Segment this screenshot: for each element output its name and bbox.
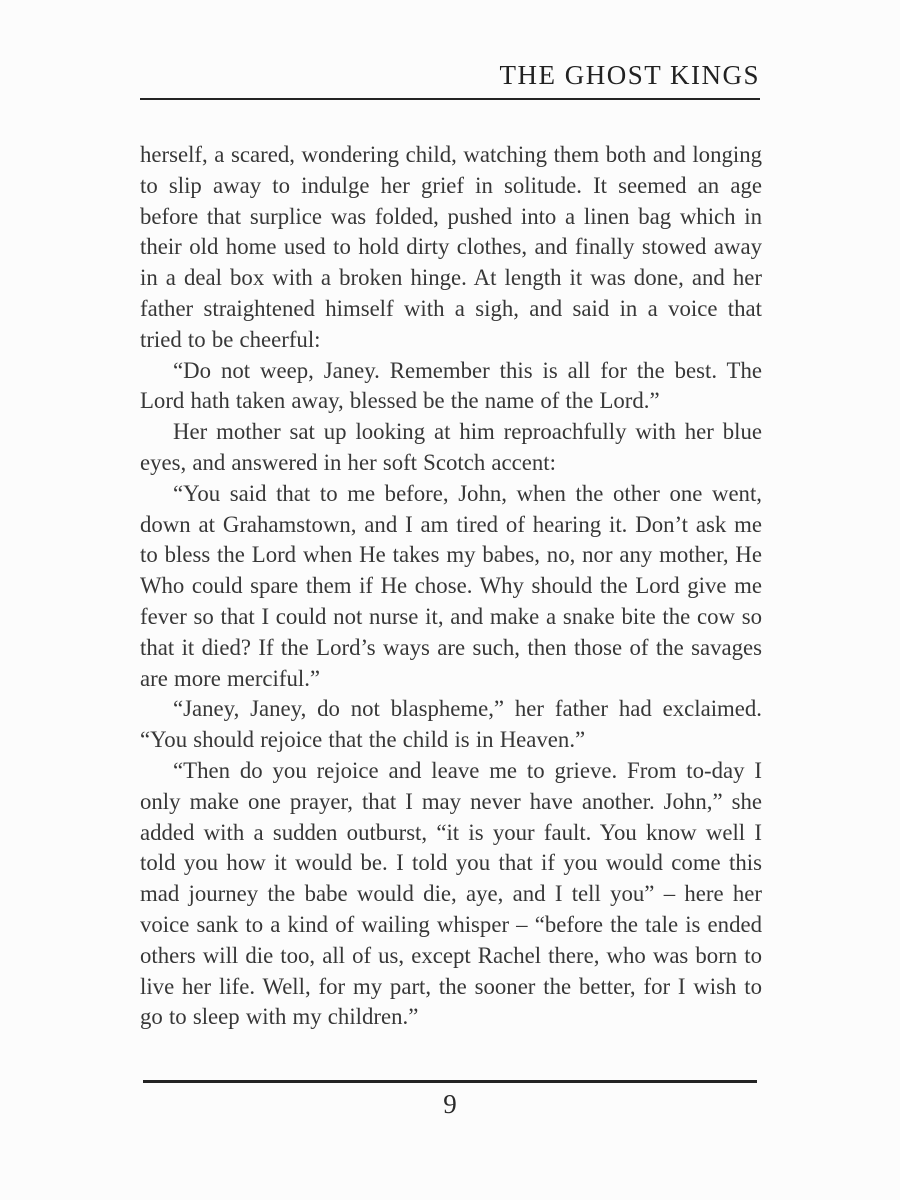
page-header: [140, 0, 760, 100]
paragraph: “You said that to me before, John, when the other one went, down at Grahamstown, and I am tired of hearing it. Don’t ask me to bless the Lord when He takes my babes, no, nor any mother, He Who could spare them if He chose. Why should the Lord give me fever so that I could not nurse it, and make a snake bite the cow so that it died? If the Lord’s ways are such, then those of the savages are more merciful.”: [140, 480, 762, 691]
paragraph: “Janey, Janey, do not blaspheme,” her father had exclaimed. “You should rejoice that the child is in Heaven.”: [140, 696, 762, 753]
paragraph: “Then do you rejoice and leave me to grieve. From to-day I only make one prayer, that I may never have another. John,” she added with a sudden outburst, “it is your fault. You know well I told you how it would be. I told you that if you would come this mad journey the babe would die, aye, and I tell you” – here her voice sank to a kind of wailing whisper – “before the tale is ended others will die too, all of us, except Rachel there, who was born to live her life. Well, for my part, the sooner the better, for I wish to go to sleep with my children.”: [140, 757, 762, 1030]
paragraph: herself, a scared, wondering child, watching them both and longing to slip away to indulge her grief in solitude. It seemed an age before that surplice was folded, pushed into a linen bag which in their old home used to hold dirty clothes, and finally stowed away in a deal box with a broken hinge. At length it was done, and her father straightened himself with a sigh, and said in a voice that tried to be cheerful:: [140, 142, 762, 352]
running-head-title: THE GHOST KINGS: [499, 60, 760, 90]
header-rule: [140, 98, 760, 100]
page-number: 9: [443, 1089, 457, 1119]
paragraph: “Do not weep, Janey. Remember this is all for the best. The Lord hath taken away, blessed be the name of the Lord.”: [140, 357, 762, 414]
footer-rule: [143, 1080, 757, 1083]
page-footer: [143, 1080, 757, 1120]
paragraph: Her mother sat up looking at him reproachfully with her blue eyes, and answered in her soft Scotch accent:: [140, 419, 762, 475]
body-text: [140, 140, 762, 1033]
